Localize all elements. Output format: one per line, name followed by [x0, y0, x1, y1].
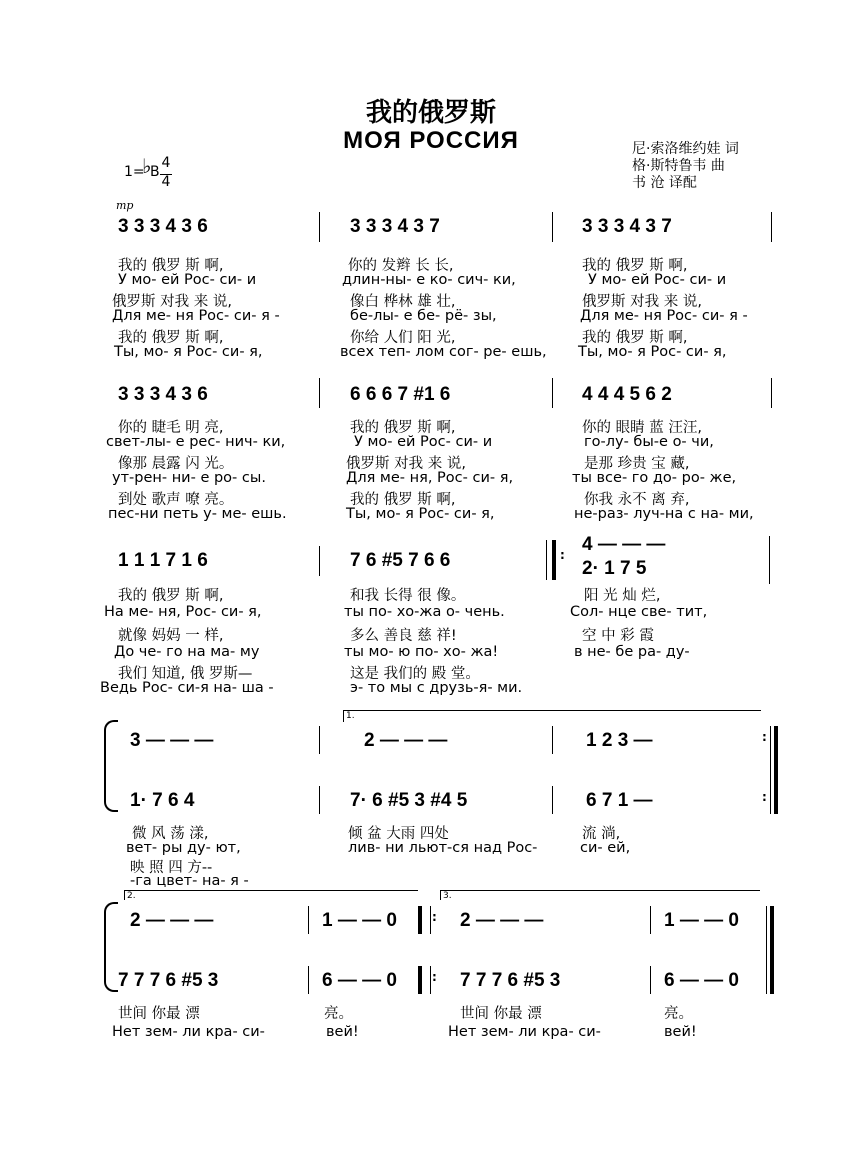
- lyric-line: 我的 俄罗 斯 啊,: [582, 330, 688, 346]
- lyric-line: не-раз- луч-на с на- ми,: [574, 506, 754, 522]
- final-bar-thin: [766, 906, 767, 994]
- volta-1-label: 1.: [346, 711, 355, 721]
- volta-line: [343, 710, 761, 711]
- barline: [430, 966, 431, 994]
- barline: [650, 906, 651, 934]
- lyric-line: 是那 珍贵 宝 藏,: [584, 456, 690, 472]
- barline: [552, 378, 553, 408]
- lyric-line: 多么 善良 慈 祥!: [350, 628, 457, 644]
- lyric-line: Ты, мо- я Рос- си- я,: [114, 344, 263, 360]
- volta-line: [440, 890, 760, 891]
- lyric-line: ты все- го до- ро- же,: [572, 470, 737, 486]
- barline: [319, 726, 320, 754]
- repeat-dots: :: [762, 730, 767, 744]
- lyric-line: На ме- ня, Рос- си- я,: [104, 604, 262, 620]
- notes-s3-m2: 7 6 #5 7 6 6: [350, 550, 451, 571]
- barline: [552, 212, 553, 242]
- credit-composer: 格·斯特鲁韦 曲: [632, 158, 725, 174]
- volta-2-label: 2.: [127, 891, 136, 901]
- notes-s5-upper-m3: 2 — — —: [460, 910, 544, 931]
- repeat-bar-thin: [770, 726, 771, 814]
- lyric-line: вет- ры ду- ют,: [126, 840, 241, 856]
- notes-s2-m1: 3 3 3 4 3 6: [118, 384, 208, 405]
- notes-s5-upper-m2: 1 — — 0: [322, 910, 397, 931]
- barline: [308, 906, 309, 934]
- repeat-dots: :: [432, 910, 437, 924]
- repeat-dots: :: [762, 790, 767, 804]
- barline: [769, 536, 770, 584]
- lyric-line: Нет зем- ли кра- си-: [112, 1024, 265, 1040]
- lyric-line: всех теп- лом сог- ре- ешь,: [340, 344, 547, 360]
- flat-sign: ♭: [142, 154, 152, 178]
- notes-s5-lower-m4: 6 — — 0: [664, 970, 739, 991]
- barline: [552, 726, 553, 754]
- key-label: 1=: [124, 164, 145, 180]
- lyric-line: 空 中 彩 霞: [582, 628, 654, 644]
- lyric-line: Сол- нце све- тит,: [570, 604, 708, 620]
- lyric-line: 我的 俄罗 斯 啊,: [350, 420, 456, 436]
- lyric-line: 你我 永不 离 弃,: [584, 492, 690, 508]
- dynamic-mark: mp: [116, 199, 134, 212]
- key-note: B: [150, 164, 160, 180]
- final-bar-thick: [770, 906, 774, 994]
- lyric-line: длин-ны- е ко- сич- ки,: [342, 272, 516, 288]
- lyric-line: 我们 知道, 俄 罗斯—: [118, 666, 253, 682]
- lyric-line: 你的 眼睛 蓝 汪汪,: [582, 420, 702, 436]
- notes-s3-m1: 1 1 1 7 1 6: [118, 550, 208, 571]
- lyric-line: ут-рен- ни- е ро- сы.: [112, 470, 266, 486]
- lyric-line: пес-ни петь у- ме- ешь.: [108, 506, 287, 522]
- lyric-line: 微 风 荡 漾,: [132, 826, 209, 842]
- notes-s1-m2: 3 3 3 4 3 7: [350, 216, 440, 237]
- time-sig-bottom: 4: [161, 174, 171, 190]
- lyric-line: -га цвет- на- я -: [130, 873, 249, 889]
- lyric-line: 像白 桦林 雄 壮,: [350, 294, 456, 310]
- lyric-line: 俄罗斯 对我 来 说,: [582, 294, 702, 310]
- lyric-line: 我的 俄罗 斯 啊,: [350, 492, 456, 508]
- notes-s3-upper: 4 — — —: [582, 534, 666, 555]
- lyric-line: 你的 睫毛 明 亮,: [118, 420, 224, 436]
- barline: [650, 966, 651, 994]
- repeat-dots: :: [432, 970, 437, 984]
- lyric-line: 亮。: [324, 1006, 353, 1022]
- notes-s5-upper-m4: 1 — — 0: [664, 910, 739, 931]
- repeat-bar-thick: [418, 906, 422, 934]
- barline: [552, 786, 553, 814]
- lyric-line: 你给 人们 阳 光,: [350, 330, 456, 346]
- lyric-line: бе-лы- е бе- рё- зы,: [350, 308, 497, 324]
- credit-lyricist: 尼·索洛维约娃 词: [632, 141, 739, 157]
- lyric-line: Ты, мо- я Рос- си- я,: [578, 344, 727, 360]
- lyric-line: Ты, мо- я Рос- си- я,: [346, 506, 495, 522]
- lyric-line: Нет зем- ли кра- си-: [448, 1024, 601, 1040]
- lyric-line: 世间 你最 漂: [118, 1006, 200, 1022]
- lyric-line: в не- бе ра- ду-: [574, 644, 690, 660]
- volta-line: [124, 890, 418, 891]
- barline: [771, 212, 772, 242]
- lyric-line: 和我 长得 很 像。: [350, 588, 466, 604]
- lyric-line: ты по- хо-жа о- чень.: [344, 604, 505, 620]
- time-sig-top: 4: [161, 155, 171, 171]
- lyric-line: У мо- ей Рос- си- и: [588, 272, 727, 288]
- lyric-line: 就像 妈妈 一 样,: [118, 628, 224, 644]
- lyric-line: 我的 俄罗 斯 啊,: [118, 258, 224, 274]
- notes-s2-m2: 6 6 6 7 #1 6: [350, 384, 451, 405]
- repeat-bar-thick: [418, 966, 422, 994]
- volta-3-label: 3.: [443, 891, 452, 901]
- barline: [319, 212, 320, 242]
- lyric-line: Ведь Рос- си-я на- ша -: [100, 680, 274, 696]
- lyric-line: вей!: [664, 1024, 697, 1040]
- barline: [319, 378, 320, 408]
- notes-s1-m1: 3 3 3 4 3 6: [118, 216, 208, 237]
- lyric-line: 你的 发辫 长 长,: [348, 258, 454, 274]
- lyric-line: си- ей,: [580, 840, 631, 856]
- notes-s4-lower-m3: 6 7 1 —: [586, 790, 653, 811]
- lyric-line: 我的 俄罗 斯 啊,: [118, 330, 224, 346]
- credit-translator: 书 沧 译配: [632, 175, 697, 191]
- repeat-bar-thick: [552, 540, 556, 580]
- lyric-line: 我的 俄罗 斯 啊,: [118, 588, 224, 604]
- lyric-line: 像那 晨露 闪 光。: [118, 456, 234, 472]
- lyric-line: 我的 俄罗 斯 啊,: [582, 258, 688, 274]
- lyric-line: 流 淌,: [582, 826, 621, 842]
- lyric-line: 这是 我们的 殿 堂。: [350, 666, 480, 682]
- lyric-line: 世间 你最 漂: [460, 1006, 542, 1022]
- barline: [319, 546, 320, 576]
- notes-s4-lower-m2: 7· 6 #5 3 #4 5: [350, 790, 468, 811]
- lyric-line: э- то мы с друзь-я- ми.: [350, 680, 523, 696]
- notes-s5-upper-m1: 2 — — —: [130, 910, 214, 931]
- notes-s3-lower: 2· 1 7 5: [582, 558, 647, 579]
- lyric-line: У мо- ей Рос- си- и: [118, 272, 257, 288]
- lyric-line: свет-лы- е рес- нич- ки,: [106, 434, 286, 450]
- repeat-bar-thin: [546, 540, 547, 580]
- page-title: 我的俄罗斯: [365, 98, 496, 128]
- barline: [319, 786, 320, 814]
- volta-hook: [440, 890, 441, 900]
- lyric-line: лив- ни льют-ся над Рос-: [348, 840, 538, 856]
- volta-hook: [124, 890, 125, 900]
- notes-s5-lower-m2: 6 — — 0: [322, 970, 397, 991]
- system-bracket: [104, 902, 118, 992]
- lyric-line: 倾 盆 大雨 四处: [348, 826, 449, 842]
- barline: [308, 966, 309, 994]
- repeat-bar-thick: [430, 906, 431, 934]
- notes-s4-upper-m2: 2 — — —: [364, 730, 448, 751]
- lyric-line: Для ме- ня, Рос- си- я,: [346, 470, 514, 486]
- notes-s1-m3: 3 3 3 4 3 7: [582, 216, 672, 237]
- notes-s5-lower-m1: 7 7 7 6 #5 3: [118, 970, 219, 991]
- notes-s4-upper-m1: 3 — — —: [130, 730, 214, 751]
- lyric-line: 亮。: [664, 1006, 693, 1022]
- lyric-line: 俄罗斯 对我 来 说,: [112, 294, 232, 310]
- lyric-line: 俄罗斯 对我 来 说,: [346, 456, 466, 472]
- lyric-line: го-лу- бы-е о- чи,: [584, 434, 714, 450]
- lyric-line: 映 照 四 方--: [130, 860, 213, 876]
- volta-hook: [343, 710, 344, 722]
- lyric-line: У мо- ей Рос- си- и: [354, 434, 493, 450]
- notes-s4-upper-m3: 1 2 3 —: [586, 730, 653, 751]
- system-bracket: [104, 720, 118, 812]
- lyric-line: 阳 光 灿 烂,: [584, 588, 661, 604]
- notes-s2-m3: 4 4 4 5 6 2: [582, 384, 672, 405]
- repeat-dots: :: [560, 548, 565, 562]
- barline: [771, 378, 772, 408]
- lyric-line: 到处 歌声 嘹 亮。: [118, 492, 234, 508]
- repeat-bar-thick: [774, 726, 778, 814]
- notes-s4-lower-m1: 1· 7 6 4: [130, 790, 195, 811]
- lyric-line: Для ме- ня Рос- си- я -: [580, 308, 748, 324]
- notes-s5-lower-m3: 7 7 7 6 #5 3: [460, 970, 561, 991]
- lyric-line: До че- го на ма- му: [114, 644, 260, 660]
- lyric-line: Для ме- ня Рос- си- я -: [112, 308, 280, 324]
- page-subtitle: МОЯ РОССИЯ: [343, 127, 519, 154]
- lyric-line: вей!: [326, 1024, 359, 1040]
- lyric-line: ты мо- ю по- хо- жа!: [344, 644, 499, 660]
